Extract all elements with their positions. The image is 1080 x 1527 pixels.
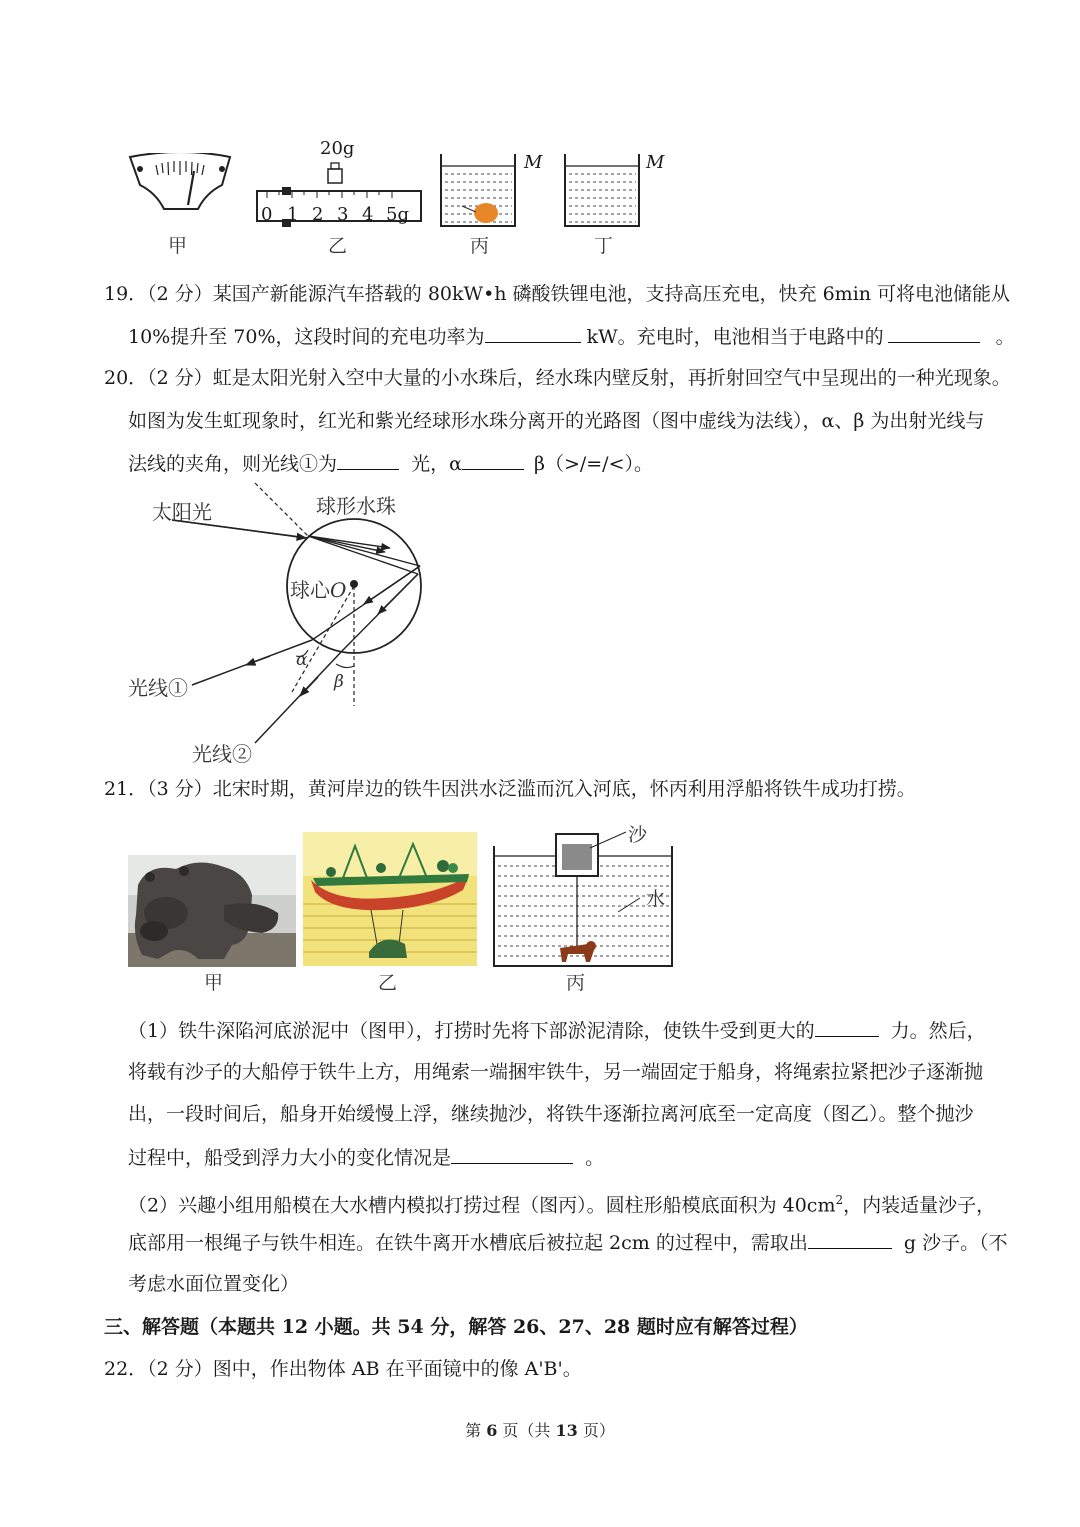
q21-p2-text-c: 底部用一根绳子与铁牛相连。在铁牛离开水槽底后被拉起 2cm 的过程中，需取出 (128, 1232, 808, 1254)
caption-ding: 丁 (594, 235, 614, 257)
q21-answer-blank-3[interactable] (808, 1230, 892, 1249)
page-footer (0, 1418, 1080, 1441)
q21-part1-line-4 (128, 1145, 604, 1170)
tick-label: 2 (312, 204, 324, 225)
q19-answer-blank-2[interactable] (888, 324, 980, 343)
label-water: 水 (646, 888, 666, 910)
q20-answer-blank-1[interactable] (337, 451, 399, 470)
caption-yi: 乙 (328, 235, 348, 257)
q21-p1-text-a: （1）铁牛深陷河底淤泥中（图甲），打捞时先将下部淤泥清除，使铁牛受到更大的 (128, 1020, 815, 1042)
m-label-bing: M (524, 152, 543, 173)
tick-label: 0 (261, 204, 273, 225)
q20-line-3 (128, 451, 653, 476)
q21-part2-line-3: 考虑水面位置变化） (128, 1273, 300, 1295)
tick-label: 5g (386, 204, 409, 225)
q21-part1-line-3: 出，一段时间后，船身开始缓慢上浮，继续抛沙，将铁牛逐渐拉离河底至一定高度（图乙）。整个抛沙 (128, 1103, 974, 1125)
q21-p2-superscript: 2 (835, 1193, 844, 1207)
footer-text-a: 第 (465, 1421, 482, 1440)
section-3-heading: 三、解答题（本题共 12 小题。共 54 分，解答 26、27、28 题时应有解答过程） (104, 1316, 808, 1338)
q20-text-a: 法线的夹角，则光线①为 (128, 453, 338, 475)
q21-answer-blank-1[interactable] (815, 1018, 879, 1037)
label-ray-1: 光线① (128, 676, 188, 700)
q22-line-1: 22．（2 分）图中，作出物体 AB 在平面镜中的像 A'B'。 (104, 1358, 582, 1380)
q20-line-2: 如图为发生虹现象时，红光和紫光经球形水珠分离开的光路图（图中虚线为法线），α、β 为出射光线与 (128, 410, 985, 432)
q19-answer-blank-1[interactable] (485, 324, 581, 343)
footer-text-c: 页） (582, 1421, 615, 1440)
label-center-text: 球心 (290, 578, 330, 602)
caption-diagram-bing: 丙 (566, 972, 586, 994)
label-alpha: α (296, 650, 308, 670)
q19-line-1: 19．（2 分）某国产新能源汽车搭载的 80kW•h 磷酸铁锂电池，支持高压充电，快充 6min 可将电池储能从 (104, 283, 1011, 305)
q21-part1-line-2: 将载有沙子的大船停于铁牛上方，用绳索一端捆牢铁牛，另一端固定于船身，将绳索拉紧把沙子逐渐抛 (128, 1061, 984, 1083)
q20-text-b: 光，α (411, 453, 462, 475)
q19-line-2 (128, 324, 1015, 349)
q21-p1-text-b: 力。然后， (890, 1020, 986, 1042)
tick-label: 3 (337, 204, 349, 225)
q19-text-b: kW。充电时，电池相当于电路中的 (586, 326, 884, 348)
footer-text-b: 页（共 (502, 1421, 551, 1440)
beaker-figure (562, 152, 642, 230)
q19-text-a: 10%提升至 70%，这段时间的充电功率为 (128, 326, 485, 348)
figure-18 (120, 135, 680, 260)
q21-p1-text-d: 。 (585, 1147, 605, 1169)
iron-ox-photo (128, 855, 296, 967)
label-beta: β (334, 672, 344, 692)
caption-photo-jia: 甲 (204, 972, 224, 994)
label-center (290, 574, 346, 603)
q21-part2-line-2 (128, 1230, 1008, 1255)
beaker-with-ball-figure (438, 152, 518, 230)
q21-p2-text-d: g 沙子。（不 (903, 1232, 1008, 1254)
spring-scale-figure (126, 153, 236, 233)
q21-part2-line-1 (128, 1188, 995, 1217)
q21-line-1: 21．（3 分）北宋时期，黄河岸边的铁牛因洪水泛滥而沉入河底，怀丙利用浮船将铁牛成功打捞。 (104, 778, 916, 800)
q21-p2-text-b: ，内装适量沙子， (843, 1194, 996, 1217)
tick-label: 1 (287, 204, 299, 225)
q21-p1-text-c: 过程中，船受到浮力大小的变化情况是 (128, 1147, 452, 1169)
m-label-ding: M (646, 152, 665, 173)
q21-answer-blank-2[interactable] (451, 1145, 573, 1164)
caption-bing: 丙 (470, 235, 490, 257)
footer-page-number: 6 (486, 1421, 498, 1440)
caption-painting-yi: 乙 (378, 972, 398, 994)
label-sand: 沙 (628, 824, 648, 846)
q21-part1-line-1 (128, 1018, 986, 1043)
q20-answer-blank-2[interactable] (462, 451, 524, 470)
q19-text-c: 。 (995, 326, 1015, 348)
ruler-tick-labels (258, 204, 418, 226)
q21-p2-text-a: （2）兴趣小组用船模在大水槽内模拟打捞过程（图丙）。圆柱形船模底面积为 40cm (128, 1194, 836, 1217)
label-sunlight: 太阳光 (152, 500, 212, 524)
q20-line-1: 20．（2 分）虹是太阳光射入空中大量的小水珠后，经水珠内壁反射，再折射回空气中呈现出的一种光现象。 (104, 367, 1011, 389)
label-o: O (330, 578, 347, 602)
label-ray-2: 光线② (192, 742, 252, 766)
footer-total-pages: 13 (555, 1421, 578, 1440)
salvage-boats-painting (303, 832, 477, 966)
label-droplet: 球形水珠 (316, 494, 396, 518)
weight-label: 20g (320, 138, 355, 159)
caption-jia: 甲 (168, 235, 188, 257)
tick-label: 4 (362, 204, 374, 225)
q20-text-c: β（>/=/<）。 (533, 453, 654, 475)
